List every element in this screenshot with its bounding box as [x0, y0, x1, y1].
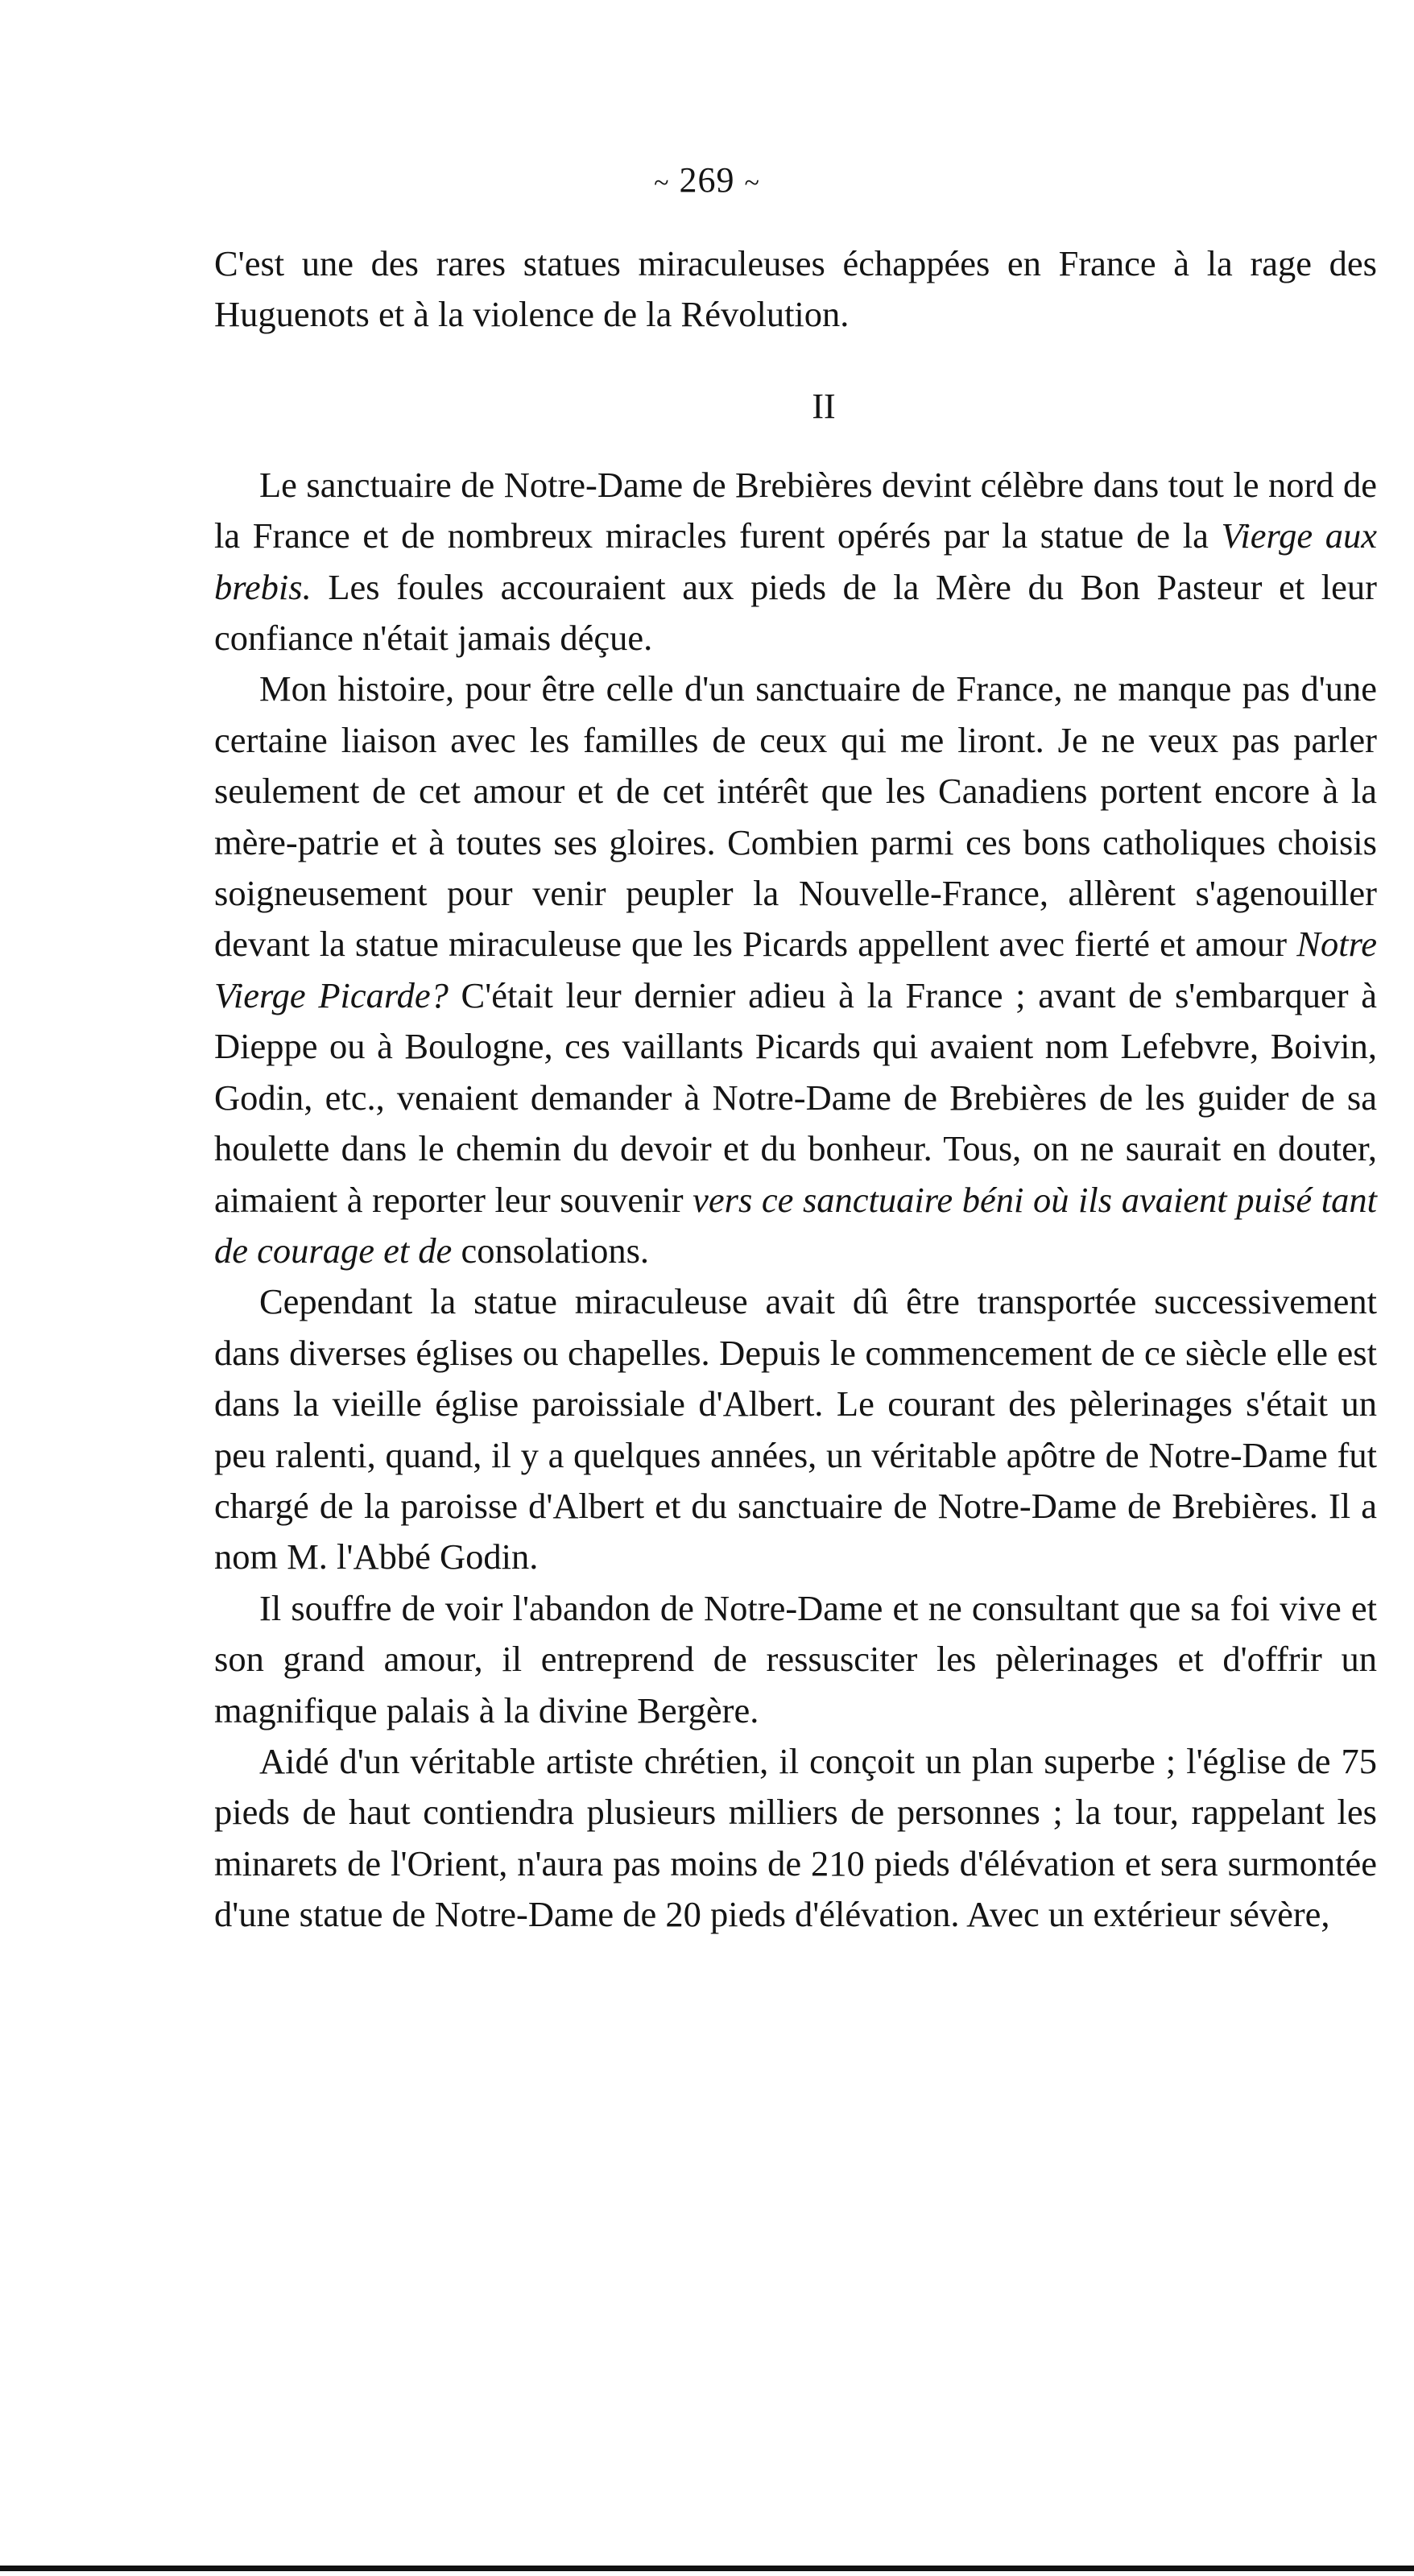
paragraph-3: Cependant la statue miraculeuse avait dû être transportée successivement dans diverses églises ou chapelles. Depuis le commencement de ce siècle elle est dans la vieille église paroissiale d'Albert. Le courant des pèlerinages s'était un peu ralenti, quand, il y a quelques années, un véritable apôtre de Notre-Dame fut chargé de la paroisse d'Albert et du sanctuaire de Notre-Dame de Brebières. Il a nom M. l'Abbé Godin. — [214, 1281, 1377, 1577]
paragraph-2-italic-2: vers ce sanctuaire béni où ils avaient puisé tant de courage et de — [214, 1179, 1378, 1271]
paragraph-intro: C'est une des rares statues miraculeuses échappées en France à la rage des Huguenots et à la violence de la Révolution. — [214, 243, 1377, 335]
paragraph-2-text-c: consolations. — [452, 1230, 650, 1271]
paragraph-1-text-b: Les foules accouraient aux pieds de la Mère du Bon Pasteur et leur confiance n'était jamais déçue. — [214, 566, 1377, 659]
paragraph-1 — [214, 460, 1377, 664]
bottom-rule — [0, 2566, 1414, 2571]
page-header — [0, 159, 1414, 201]
paragraph-2-text-b: C'était leur dernier adieu à la France ; avant de s'embarquer à Dieppe ou à Boulogne, ces vaillants Picards qui avaient nom Lefebvre, Boivin, Godin, etc., venaient demander à Notre-Dame de Brebières de les guider de sa houlette dans le chemin du devoir et du bonheur. Tous, on ne saurait en douter, aimaient à reporter leur souvenir — [214, 974, 1377, 1220]
paragraph-5: Aidé d'un véritable artiste chrétien, il conçoit un plan superbe ; l'église de 75 pieds de haut contiendra plusieurs milliers de personnes ; la tour, rappelant les minarets de l'Orient, n'aura pas moins de 210 pieds d'élévation et sera surmontée d'une statue de Notre-Dame de 20 pieds d'élévation. Avec un extérieur sévère, — [214, 1740, 1377, 1935]
body-text — [214, 238, 1377, 1941]
paragraph-2 — [214, 664, 1377, 1276]
page-number: 269 — [679, 160, 735, 200]
ornament-right: ~ — [744, 167, 760, 198]
section-heading: II — [812, 386, 836, 426]
paragraph-2-italic: Notre Vierge Picarde? — [214, 924, 1377, 1015]
paragraph-1-text-a: Le sanctuaire de Notre-Dame de Brebières devint célèbre dans tout le nord de la France et de nombreux miracles furent opérés par la statue de la — [214, 464, 1377, 556]
ornament-left: ~ — [654, 167, 670, 198]
paragraph-4: Il souffre de voir l'abandon de Notre-Dame et ne consultant que sa foi vive et son grand amour, il entreprend de ressusciter les pèlerinages et d'offrir un magnifique palais à la divine Bergère. — [214, 1587, 1377, 1730]
paragraph-1-italic: Vierge aux brebis. — [214, 515, 1377, 607]
paragraph-2-text-a: Mon histoire, pour être celle d'un sanctuaire de France, ne manque pas d'une certaine liaison avec les familles de ceux qui me liront. Je ne veux pas parler seulement de cet amour et de cet intérêt que les Canadiens portent encore à la mère-patrie et à toutes ses gloires. Combien parmi ces bons catholiques choisis soigneusement pour venir peupler la Nouvelle-France, allèrent s'agenouiller devant la statue miraculeuse que les Picards appellent avec fierté et amour — [214, 668, 1377, 965]
